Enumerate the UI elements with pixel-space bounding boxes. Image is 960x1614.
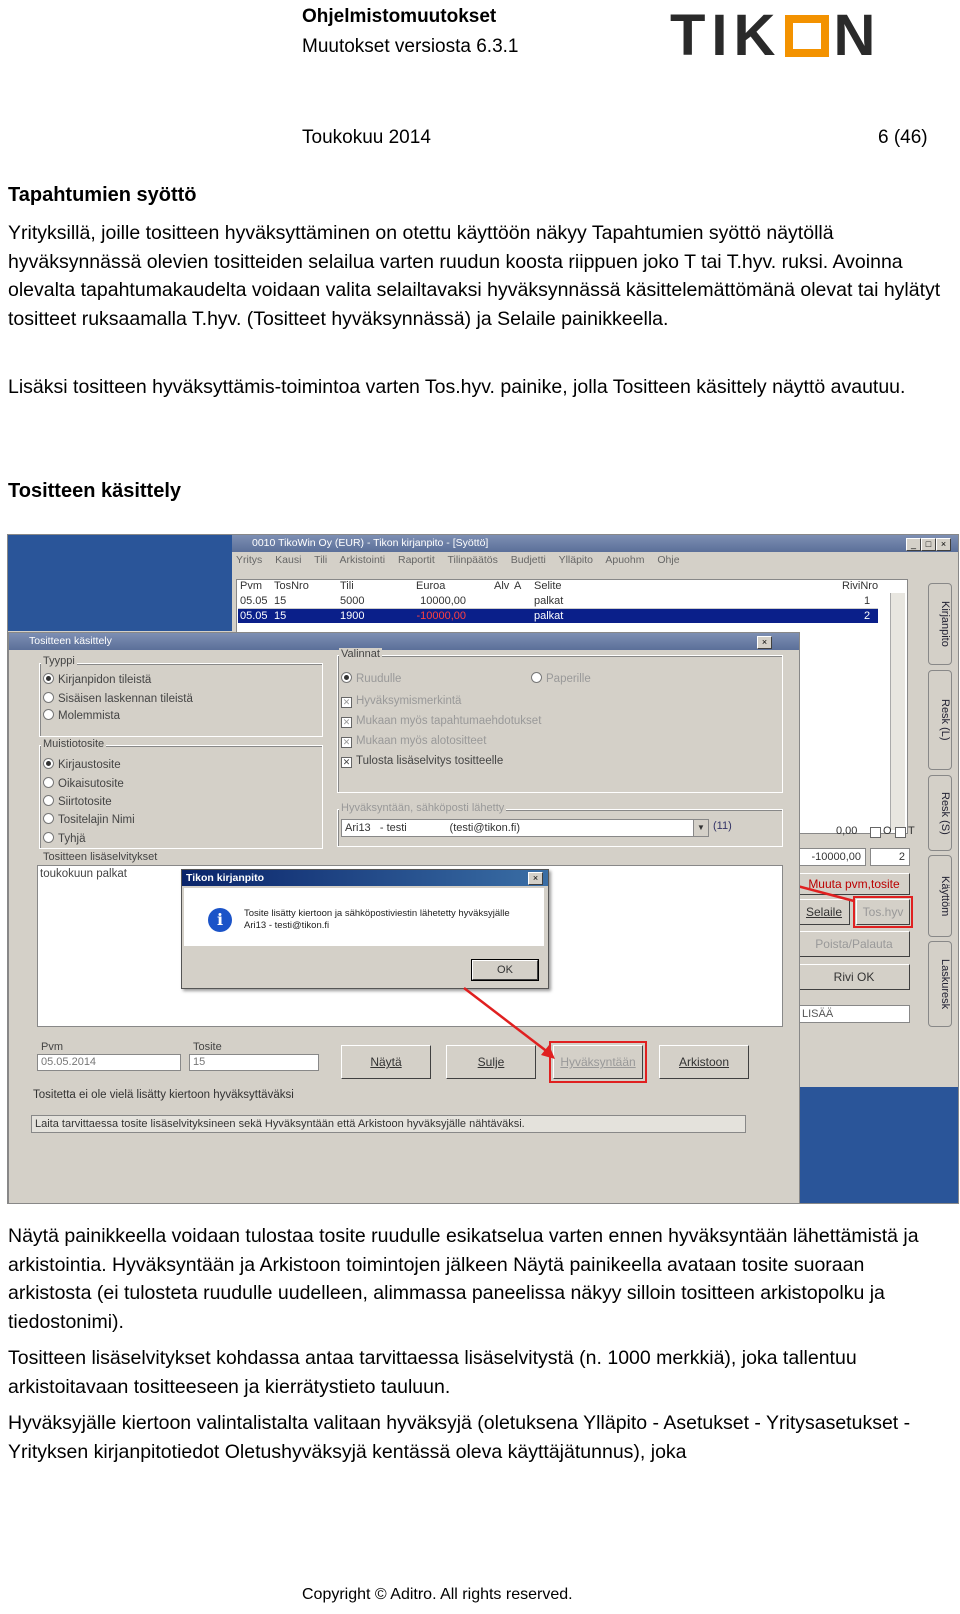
page-number: 6 (46) <box>878 127 928 148</box>
table-row[interactable] <box>238 609 878 623</box>
check-icon: ✕ <box>342 737 351 747</box>
menu-item[interactable]: Tili <box>314 554 328 566</box>
maximize-icon[interactable]: □ <box>921 538 936 551</box>
menu-item[interactable]: Raportit <box>397 554 435 566</box>
radio-icon <box>43 758 54 769</box>
menu-item[interactable]: Apuohm <box>605 554 645 566</box>
tab-kayttom[interactable]: Käyttöm <box>928 855 952 937</box>
menu-item[interactable]: Yritys <box>236 554 263 566</box>
paragraph: Näytä painikkeella voidaan tulostaa tosite ruudulle esikatselua varten ennen hyväksyntään lähettämistä ja arkistointia. Hyväksyntään ja Arkistoon toimintojen jälkeen Näytä painikeella avataan tosite suoraan arkistosta (ei tulosteta ruudulle uudelleen, alimmassa paneelissa näkyy silloin tositteen arkistopolku ja tiedostonimi). <box>8 1225 919 1333</box>
checkbox-option[interactable] <box>341 755 503 768</box>
close-icon[interactable]: × <box>528 872 543 885</box>
group-legend: Muistiotosite <box>43 738 105 750</box>
radio-icon <box>43 692 54 703</box>
send-to-approval-button[interactable]: Hyväksyntään <box>553 1045 643 1079</box>
approver-value: Ari13 - testi (testi@tikon.fi) <box>345 822 520 834</box>
show-button[interactable]: Näytä <box>341 1045 431 1079</box>
main-window-titlebar <box>232 535 958 552</box>
radio-icon <box>43 832 54 843</box>
info-icon: i <box>208 908 232 932</box>
voucher-dialog <box>8 632 800 1204</box>
menu-item[interactable]: Ohje <box>657 554 680 566</box>
status-bar <box>31 1115 746 1133</box>
option-label: Oikaisutosite <box>58 778 124 790</box>
radio-option[interactable] <box>43 758 121 771</box>
grid-cell: 1900 <box>340 610 365 622</box>
arrow-icon <box>459 983 559 1063</box>
option-label: Sisäisen laskennan tileistä <box>58 693 193 705</box>
radio-option[interactable] <box>43 673 151 686</box>
grid-cell: 15 <box>274 610 287 622</box>
option-label: Tyhjä <box>58 833 86 845</box>
grid-cell: 05.05 <box>240 610 268 622</box>
checkbox[interactable] <box>895 827 906 838</box>
menu-item[interactable]: Ylläpito <box>558 554 594 566</box>
radio-option[interactable] <box>341 672 401 685</box>
option-label: Tulosta lisäselvitys tositteelle <box>356 755 504 767</box>
voucher-approval-button[interactable]: Tos.hyv <box>856 899 910 925</box>
grid-header-cell: Euroa <box>416 580 446 592</box>
checkbox-option[interactable] <box>341 735 486 748</box>
grid-cell: 15 <box>274 595 287 607</box>
doc-title: Ohjelmistomuutokset <box>302 6 497 27</box>
radio-option[interactable] <box>531 672 591 685</box>
menu-item[interactable]: Arkistointi <box>339 554 386 566</box>
delete-restore-button[interactable]: Poista/Palauta <box>798 931 910 957</box>
browse-button[interactable]: Selaile <box>798 899 850 925</box>
notes-text: toukokuun palkat <box>40 868 127 880</box>
option-label: Ruudulle <box>356 673 402 685</box>
grid-cell: -10000,00 <box>416 610 466 622</box>
check-icon: ✕ <box>342 757 351 767</box>
radio-option[interactable] <box>43 692 193 705</box>
desktop-background <box>8 535 232 631</box>
t-label: T <box>908 825 915 837</box>
grid-cell: 05.05 <box>240 595 268 607</box>
dialog-titlebar <box>9 633 799 650</box>
option-label: Tositelajin Nimi <box>58 814 135 826</box>
tab-laskuresk[interactable]: Laskuresk <box>928 941 952 1027</box>
approver-count: (11) <box>713 820 732 832</box>
radio-option[interactable] <box>43 813 135 826</box>
o-label: O <box>883 825 892 837</box>
checkbox-option[interactable] <box>341 695 461 708</box>
doc-subtitle: Muutokset versiosta 6.3.1 <box>302 36 519 57</box>
grid-cell: 10000,00 <box>420 595 466 607</box>
highlight-frame <box>549 1041 647 1083</box>
change-date-button[interactable]: Muuta pvm,tosite <box>798 873 910 895</box>
row-ok-button[interactable]: Rivi OK <box>798 964 910 990</box>
grid-header-cell: TosNro <box>274 580 309 592</box>
paragraph: Lisäksi tositteen hyväksyttämis-toimintoa varten Tos.hyv. painike, jolla Tositteen käsittely näyttö avautuu. <box>8 376 906 398</box>
row-number-field[interactable]: 2 <box>870 848 910 866</box>
message-box <box>181 869 549 989</box>
menu-item[interactable]: Kausi <box>275 554 302 566</box>
option-label: Mukaan myös alotositteet <box>356 735 487 747</box>
group-legend: Tyyppi <box>43 655 75 667</box>
grid-header <box>238 579 878 593</box>
paragraph: Hyväksyjälle kiertoon valintalistalta valitaan hyväksyjä (oletuksena Ylläpito - Asetukset - Yritysasetukset - Yrityksen kirjanpitotiedot Oletushyväksyjä kentässä oleva käyttäjätunnus), joka <box>8 1412 911 1463</box>
table-row[interactable] <box>238 594 878 609</box>
grid-cell: 2 <box>864 610 871 622</box>
tikon-logo: TIK N <box>670 3 882 68</box>
grid-header-cell: Pvm <box>240 580 262 592</box>
radio-option[interactable] <box>43 832 86 845</box>
radio-icon <box>43 777 54 788</box>
radio-icon <box>43 795 54 806</box>
section-heading: Tapahtumien syöttö <box>8 184 197 206</box>
radio-option[interactable] <box>43 777 124 790</box>
section-heading: Tositteen käsittely <box>8 480 182 502</box>
close-button[interactable]: Sulje <box>446 1045 536 1079</box>
option-label: Molemmista <box>58 710 120 722</box>
group-legend: Hyväksyntään, sähköposti lähetty <box>341 802 505 814</box>
radio-icon <box>341 672 352 683</box>
message-line: Tosite lisätty kiertoon ja sähköpostiviestin lähetetty hyväksyjälle <box>244 908 510 919</box>
menu-bar <box>236 554 936 569</box>
main-window-title: 0010 TikoWin Oy (EUR) - Tikon kirjanpito - [Syöttö] <box>252 537 489 549</box>
dialog-title: Tositteen käsittely <box>29 635 112 647</box>
option-label: Siirtotosite <box>58 796 112 808</box>
option-label: Mukaan myös tapahtumaehdotukset <box>356 715 542 727</box>
voucher-field[interactable]: 15 <box>189 1054 319 1071</box>
desktop-background <box>798 1087 958 1203</box>
grid-cell: palkat <box>534 595 564 607</box>
option-label: Kirjaustosite <box>58 759 121 771</box>
group-legend: Valinnat <box>341 648 380 660</box>
grid-header-cell: RiviNro <box>842 580 879 592</box>
ok-button[interactable]: OK <box>472 960 538 980</box>
field-label: Tosite <box>193 1041 222 1053</box>
grid-header-cell: Selite <box>534 580 562 592</box>
option-label: Kirjanpidon tileistä <box>58 674 152 686</box>
tab-resk-l[interactable]: Resk (L) <box>928 670 952 770</box>
tab-kirjanpito[interactable]: Kirjanpito <box>928 583 952 665</box>
check-icon: ✕ <box>342 717 351 727</box>
chevron-down-icon[interactable]: ▼ <box>693 820 708 836</box>
radio-icon <box>43 673 54 684</box>
option-label: Paperille <box>546 673 591 685</box>
message-box-titlebar <box>182 870 548 886</box>
radio-icon <box>43 709 54 720</box>
check-icon: ✕ <box>342 697 351 707</box>
amount-field[interactable]: -10000,00 <box>798 848 866 866</box>
scrollbar[interactable] <box>890 593 905 830</box>
grid-cell: 5000 <box>340 595 365 607</box>
grid-header-cell: Tili <box>340 580 354 592</box>
highlight-frame <box>853 896 913 928</box>
paragraph: Yrityksillä, joille tositteen hyväksyttäminen on otettu käyttöön näkyy Tapahtumien syöttö näytöllä hyväksynnässä olevien tositteiden selailua varten ruudun koosta riippuen joko T tai T.hyv. ruksi. Avoinna olevalta tapahtumakaudelta voidaan valita selailtavaksi hyväksynnässä käsittelemättömänä olevat tai hylätyt tositteet ruksaamalla T.hyv. (Tositteet hyväksynnässä) ja Selaile painikkeella. <box>8 222 941 330</box>
message-line: Ari13 - testi@tikon.fi <box>244 920 330 931</box>
doc-date: Toukokuu 2014 <box>302 127 431 148</box>
tab-resk-s[interactable]: Resk (S) <box>928 775 952 851</box>
amount-value: 0,00 <box>836 825 858 837</box>
radio-option[interactable] <box>43 795 112 808</box>
grid-cell: 1 <box>864 595 871 607</box>
group-legend: Tositteen lisäselvitykset <box>43 851 158 863</box>
approver-select[interactable] <box>341 819 709 837</box>
close-icon[interactable]: × <box>936 538 951 551</box>
minimize-icon[interactable]: _ <box>906 538 921 551</box>
field-label: Pvm <box>41 1041 63 1053</box>
date-field[interactable]: 05.05.2014 <box>37 1054 181 1071</box>
app-screenshot <box>7 534 959 1204</box>
message-box-title: Tikon kirjanpito <box>186 872 264 884</box>
add-field[interactable]: LISÄÄ <box>798 1005 910 1023</box>
grid-cell: palkat <box>534 610 564 622</box>
close-icon[interactable]: × <box>757 636 772 649</box>
option-label: Hyväksymismerkintä <box>356 695 462 707</box>
radio-icon <box>531 672 542 683</box>
radio-icon <box>43 813 54 824</box>
status-text: Tositetta ei ole vielä lisätty kiertoon hyväksyttäväksi <box>33 1089 294 1101</box>
checkbox[interactable] <box>870 827 881 838</box>
menu-item[interactable]: Tilinpäätös <box>447 554 498 566</box>
radio-option[interactable] <box>43 709 120 722</box>
copyright: Copyright © Aditro. All rights reserved. <box>302 1586 573 1603</box>
menu-item[interactable]: Budjetti <box>510 554 546 566</box>
archive-button[interactable]: Arkistoon <box>659 1045 749 1079</box>
grid-header-cell: Alv <box>494 580 510 592</box>
status-bar-text: Laita tarvittaessa tosite lisäselvityksineen sekä Hyväksyntään että Arkistoon hyväksyjälle nähtäväksi. <box>35 1118 525 1130</box>
paragraph: Tositteen lisäselvitykset kohdassa antaa tarvittaessa lisäselvitystä (n. 1000 merkkiä), joka tallentuu arkistoitavaan tositteeseen ja kierrätystieto tauluun. <box>8 1347 857 1398</box>
grid-header-cell: A <box>514 580 522 592</box>
checkbox-option[interactable] <box>341 715 541 728</box>
